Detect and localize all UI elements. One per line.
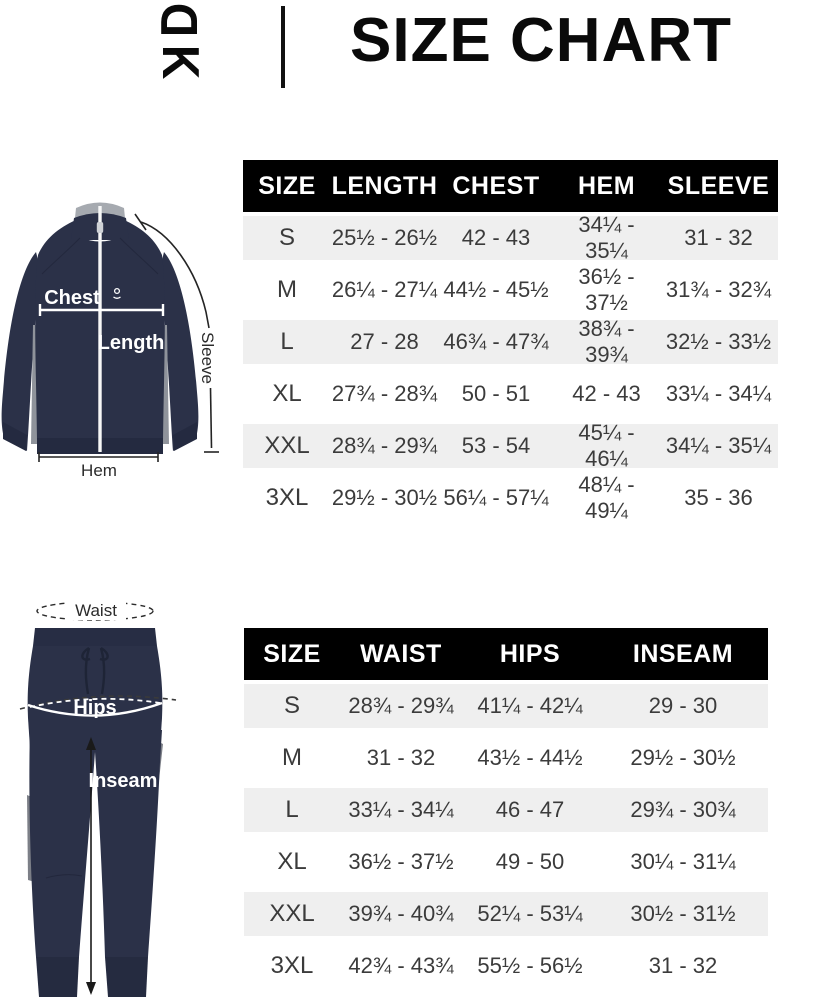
- size-cell: M: [282, 744, 302, 771]
- pants-size-table: [244, 628, 838, 992]
- measurement-cell: 33¼ - 34¼: [348, 797, 454, 822]
- jacket-zipper-pull: [97, 222, 103, 233]
- length-label: Length: [97, 332, 165, 354]
- measurement-cell: 28¾ - 29¾: [331, 433, 438, 458]
- measurement-cell: 31 - 32: [684, 225, 753, 250]
- measurement-cell: 33¼ - 34¼: [665, 381, 772, 406]
- chest-label: Chest: [44, 287, 100, 309]
- measurement-cell: 29½ - 30½: [331, 485, 438, 510]
- measurement-cell: 31 - 32: [366, 745, 436, 770]
- inseam-arrowhead-bottom: [86, 982, 96, 995]
- sleeve-label: Sleeve: [198, 332, 217, 384]
- measurement-cell: 36½ - 37½: [578, 264, 635, 315]
- brand-logo-letter-d: D: [151, 2, 209, 38]
- inseam-label: Inseam: [88, 770, 158, 792]
- measurement-cell: 34¼ - 35¼: [665, 433, 772, 458]
- measurement-cell: 50 - 51: [461, 381, 531, 406]
- measurement-cell: 52¼ - 53¼: [477, 901, 583, 926]
- pants-waistband: [33, 628, 157, 646]
- column-header-size: SIZE: [258, 171, 316, 200]
- measurement-cell: 48¼ - 49¼: [578, 472, 635, 523]
- table-row-3xl: [244, 940, 768, 992]
- column-header-size: SIZE: [263, 639, 321, 668]
- table-row-xxl: [243, 420, 778, 472]
- table-row-m: [244, 732, 768, 784]
- pants-left-leg: [29, 730, 95, 957]
- measurement-cell: 27¾ - 28¾: [331, 381, 438, 406]
- hips-label: Hips: [73, 697, 117, 719]
- pants-left-cuff: [36, 957, 79, 997]
- size-cell: L: [280, 328, 294, 355]
- table-row-l: [244, 784, 768, 836]
- table-row-3xl: [243, 472, 778, 524]
- table-row-l: [243, 316, 778, 368]
- measurement-cell: 32½ - 33½: [665, 329, 772, 354]
- measurement-cell: 26¼ - 27¼: [331, 277, 438, 302]
- waist-label: Waist: [75, 601, 117, 620]
- table-row-xl: [243, 368, 778, 420]
- measurement-cell: 49 - 50: [495, 849, 565, 874]
- column-header-waist: WAIST: [360, 639, 442, 668]
- jacket-table-body: [243, 212, 778, 524]
- table-row-s: [244, 680, 768, 732]
- measurement-cell: 42¾ - 43¾: [348, 953, 454, 978]
- measurement-cell: 45¼ - 46¼: [578, 420, 635, 471]
- pants-table-body: [244, 680, 768, 992]
- jacket-size-table: [243, 160, 838, 524]
- measurement-cell: 39¾ - 40¾: [348, 901, 454, 926]
- column-header-inseam: INSEAM: [632, 639, 734, 668]
- size-cell: S: [283, 692, 300, 719]
- brand-logo: [150, 0, 210, 94]
- size-cell: XXL: [264, 432, 310, 459]
- column-header-hips: HIPS: [499, 639, 561, 668]
- size-cell: M: [277, 276, 297, 303]
- brand-logo-letter-k: K: [151, 44, 209, 80]
- size-cell: 3XL: [270, 952, 314, 979]
- measurement-cell: 25½ - 26½: [331, 225, 438, 250]
- measurement-cell: 35 - 36: [684, 485, 753, 510]
- jacket-zipper: [98, 206, 101, 452]
- column-header-hem: HEM: [577, 171, 636, 200]
- table-row-m: [243, 264, 778, 316]
- pants-right-leg: [95, 730, 162, 957]
- size-cell: S: [278, 224, 295, 251]
- jacket-illustration: [0, 160, 240, 500]
- measurement-cell: 38¾ - 39¾: [578, 316, 635, 367]
- size-cell: 3XL: [265, 484, 309, 511]
- measurement-cell: 55½ - 56½: [477, 953, 583, 978]
- page-title: SIZE CHART: [350, 6, 732, 75]
- pants-right-cuff: [105, 957, 148, 997]
- table-row-xxl: [244, 888, 768, 940]
- size-cell: L: [285, 796, 299, 823]
- table-row-s: [243, 212, 778, 264]
- measurement-cell: 28¾ - 29¾: [348, 693, 454, 718]
- measurement-cell: 29 - 30: [648, 693, 718, 718]
- measurement-cell: 30¼ - 31¼: [630, 849, 736, 874]
- measurement-cell: 44½ - 45½: [443, 277, 549, 302]
- measurement-cell: 36½ - 37½: [348, 849, 454, 874]
- measurement-cell: 31¾ - 32¾: [665, 277, 772, 302]
- table-row-xl: [244, 836, 768, 888]
- measurement-cell: 31 - 32: [648, 953, 718, 978]
- measurement-cell: 27 - 28: [350, 329, 419, 354]
- pants-illustration: [0, 590, 240, 1000]
- column-header-length: LENGTH: [331, 171, 438, 200]
- measurement-cell: 46¾ - 47¾: [443, 329, 549, 354]
- measurement-cell: 29¾ - 30¾: [630, 797, 736, 822]
- size-cell: XL: [272, 380, 302, 407]
- measurement-cell: 30½ - 31½: [630, 901, 736, 926]
- pants-table-header: [244, 628, 768, 680]
- measurement-cell: 56¼ - 57¼: [443, 485, 549, 510]
- measurement-cell: 34¼ - 35¼: [578, 212, 635, 263]
- measurement-cell: 41¼ - 42¼: [477, 693, 583, 718]
- size-cell: XL: [277, 848, 307, 875]
- size-cell: XXL: [269, 900, 315, 927]
- measurement-cell: 42 - 43: [461, 225, 531, 250]
- measurement-cell: 42 - 43: [572, 381, 641, 406]
- hem-label: Hem: [81, 461, 117, 480]
- column-header-sleeve: SLEEVE: [667, 171, 770, 200]
- column-header-chest: CHEST: [452, 171, 540, 200]
- measurement-cell: 53 - 54: [461, 433, 531, 458]
- header-divider: [281, 6, 285, 88]
- measurement-cell: 43½ - 44½: [477, 745, 583, 770]
- jacket-table-header: [243, 160, 778, 212]
- measurement-cell: 29½ - 30½: [630, 745, 736, 770]
- measurement-cell: 46 - 47: [495, 797, 565, 822]
